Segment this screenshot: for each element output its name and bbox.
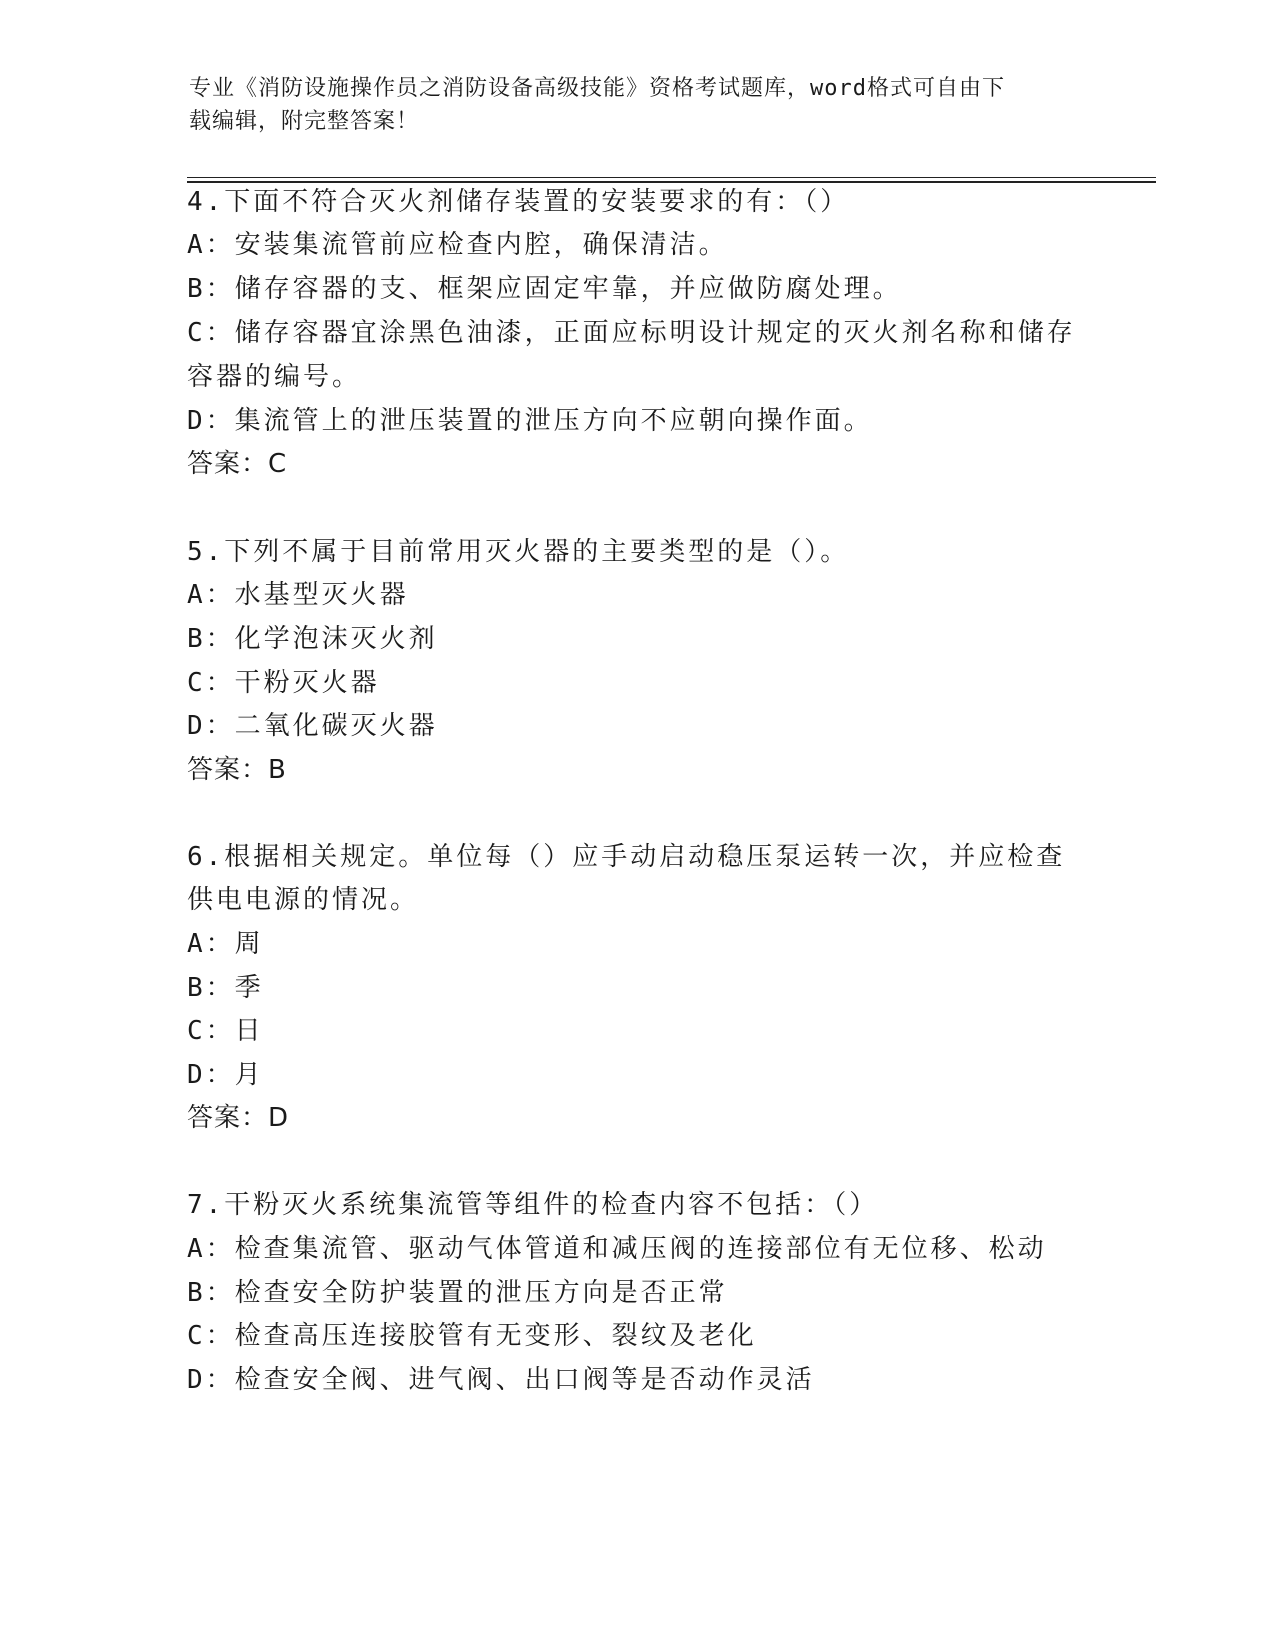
question-4-option-b: B：储存容器的支、框架应固定牢靠，并应做防腐处理。 xyxy=(187,274,902,304)
question-5-option-c: C：干粉灭火器 xyxy=(187,668,380,698)
question-7-option-b: B：检查安全防护装置的泄压方向是否正常 xyxy=(187,1278,728,1308)
question-4-option-c: C：储存容器宜涂黑色油漆，正面应标明设计规定的灭火剂名称和储存 xyxy=(187,318,1076,348)
header-line-1: 专业《消防设施操作员之消防设备高级技能》资格考试题库，word格式可自由下 xyxy=(189,76,1005,101)
question-7-option-c: C：检查高压连接胶管有无变形、裂纹及老化 xyxy=(187,1321,757,1351)
question-7-option-a: A：检查集流管、驱动气体管道和减压阀的连接部位有无位移、松动 xyxy=(187,1234,1047,1264)
question-7-stem: 7.干粉灭火系统集流管等组件的检查内容不包括：（） xyxy=(187,1190,879,1220)
question-7-option-d: D：检查安全阀、进气阀、出口阀等是否动作灵活 xyxy=(187,1365,815,1395)
header-line-2: 载编辑，附完整答案！ xyxy=(189,109,420,134)
question-6-option-a: A：周 xyxy=(187,929,264,959)
question-6-option-d: D：月 xyxy=(187,1060,264,1090)
question-5-answer: 答案：B xyxy=(187,755,287,785)
question-6-stem: 6.根据相关规定。单位每（）应手动启动稳压泵运转一次，并应检查 xyxy=(187,842,1066,872)
question-4-option-c-cont: 容器的编号。 xyxy=(187,362,362,392)
header-rule-thick xyxy=(187,181,1156,183)
header-rule-thin xyxy=(187,177,1156,178)
question-6-option-c: C：日 xyxy=(187,1016,264,1046)
question-5-option-b: B：化学泡沫灭火剂 xyxy=(187,624,438,654)
question-4-stem: 4.下面不符合灭火剂储存装置的安装要求的有：（） xyxy=(187,187,850,217)
question-6-answer: 答案：D xyxy=(187,1103,290,1133)
question-4-answer: 答案：C xyxy=(187,449,288,479)
question-6-stem-cont: 供电电源的情况。 xyxy=(187,885,420,915)
question-4-option-a: A：安装集流管前应检查内腔，确保清洁。 xyxy=(187,230,728,260)
question-5-stem: 5.下列不属于目前常用灭火器的主要类型的是（）。 xyxy=(187,537,850,567)
document-header xyxy=(189,72,1089,138)
question-5-option-d: D：二氧化碳灭火器 xyxy=(187,711,438,741)
question-4-option-d: D：集流管上的泄压装置的泄压方向不应朝向操作面。 xyxy=(187,406,873,436)
question-6-option-b: B：季 xyxy=(187,973,264,1003)
question-5-option-a: A：水基型灭火器 xyxy=(187,580,409,610)
